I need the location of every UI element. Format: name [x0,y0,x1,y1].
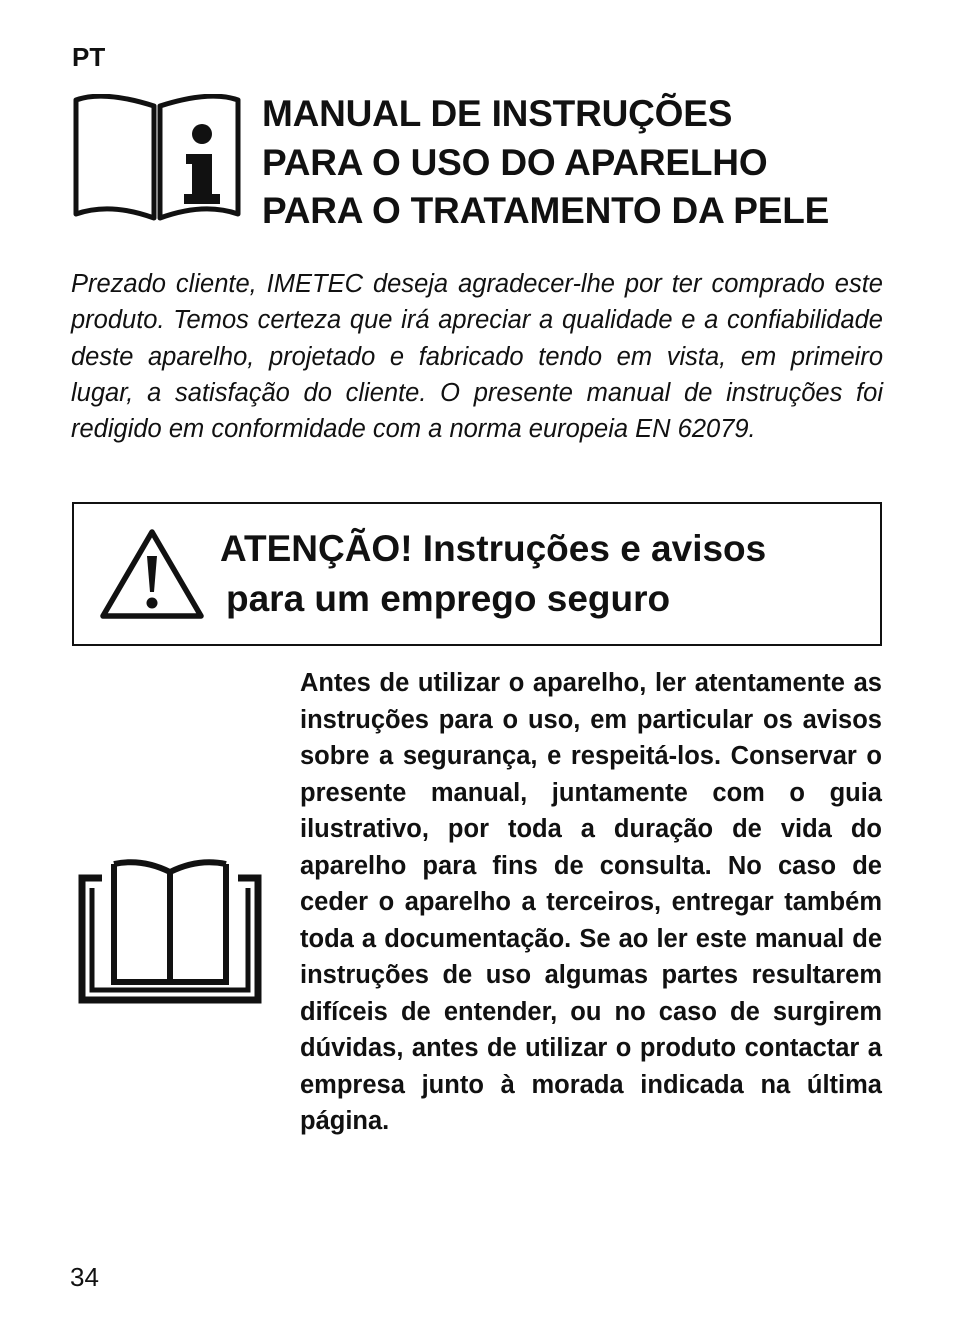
intro-paragraph: Prezado cliente, IMETEC deseja agradecer-lhe por ter comprado este produto. Temos certeza que irá apreciar a qualidade e a confiabilidade deste aparelho, projetado e fabricado tendo em vista, em primeiro lugar, a satisfação do cliente. O presente manual de instruções foi redigido em conformidade com a norma europeia EN 62079. [71,270,883,444]
safety-warning-title [220,524,870,624]
safety-warning-box [72,502,882,646]
safety-warning-title-line-2: para um emprego seguro [226,578,671,619]
manual-title-line-3: PARA O TRATAMENTO DA PELE [262,190,830,231]
manual-title-line-2: PARA O USO DO APARELHO [262,141,768,183]
page-number: 34 [70,1262,99,1292]
info-book-icon [70,94,244,224]
manual-title-line-1: MANUAL DE INSTRUÇÕES [262,93,733,134]
language-code: PT [72,42,106,72]
safety-warning-title-line-1: ATENÇÃO! Instruções e avisos [220,528,767,569]
instructions-paragraph: Antes de utilizar o aparelho, ler atentamente as instruções para o uso, em particular os avisos sobre a segurança, e respeitá-los. Conservar o presente manual, juntamente com o guia ilustrativo, por toda a duração de vida do aparelho para fins de consulta. No caso de ceder o aparelho a terceiros, entregar também toda a documentação. Se ao ler este manual de instruções de uso algumas partes resultarem difíceis de entender, ou no caso de surgirem dúvidas, antes de utilizar o produto contactar a empresa junto à morada indicada na última página. [300,669,882,1135]
manual-title [262,90,922,236]
open-manual-icon [78,858,262,1006]
warning-triangle-icon [98,526,206,622]
